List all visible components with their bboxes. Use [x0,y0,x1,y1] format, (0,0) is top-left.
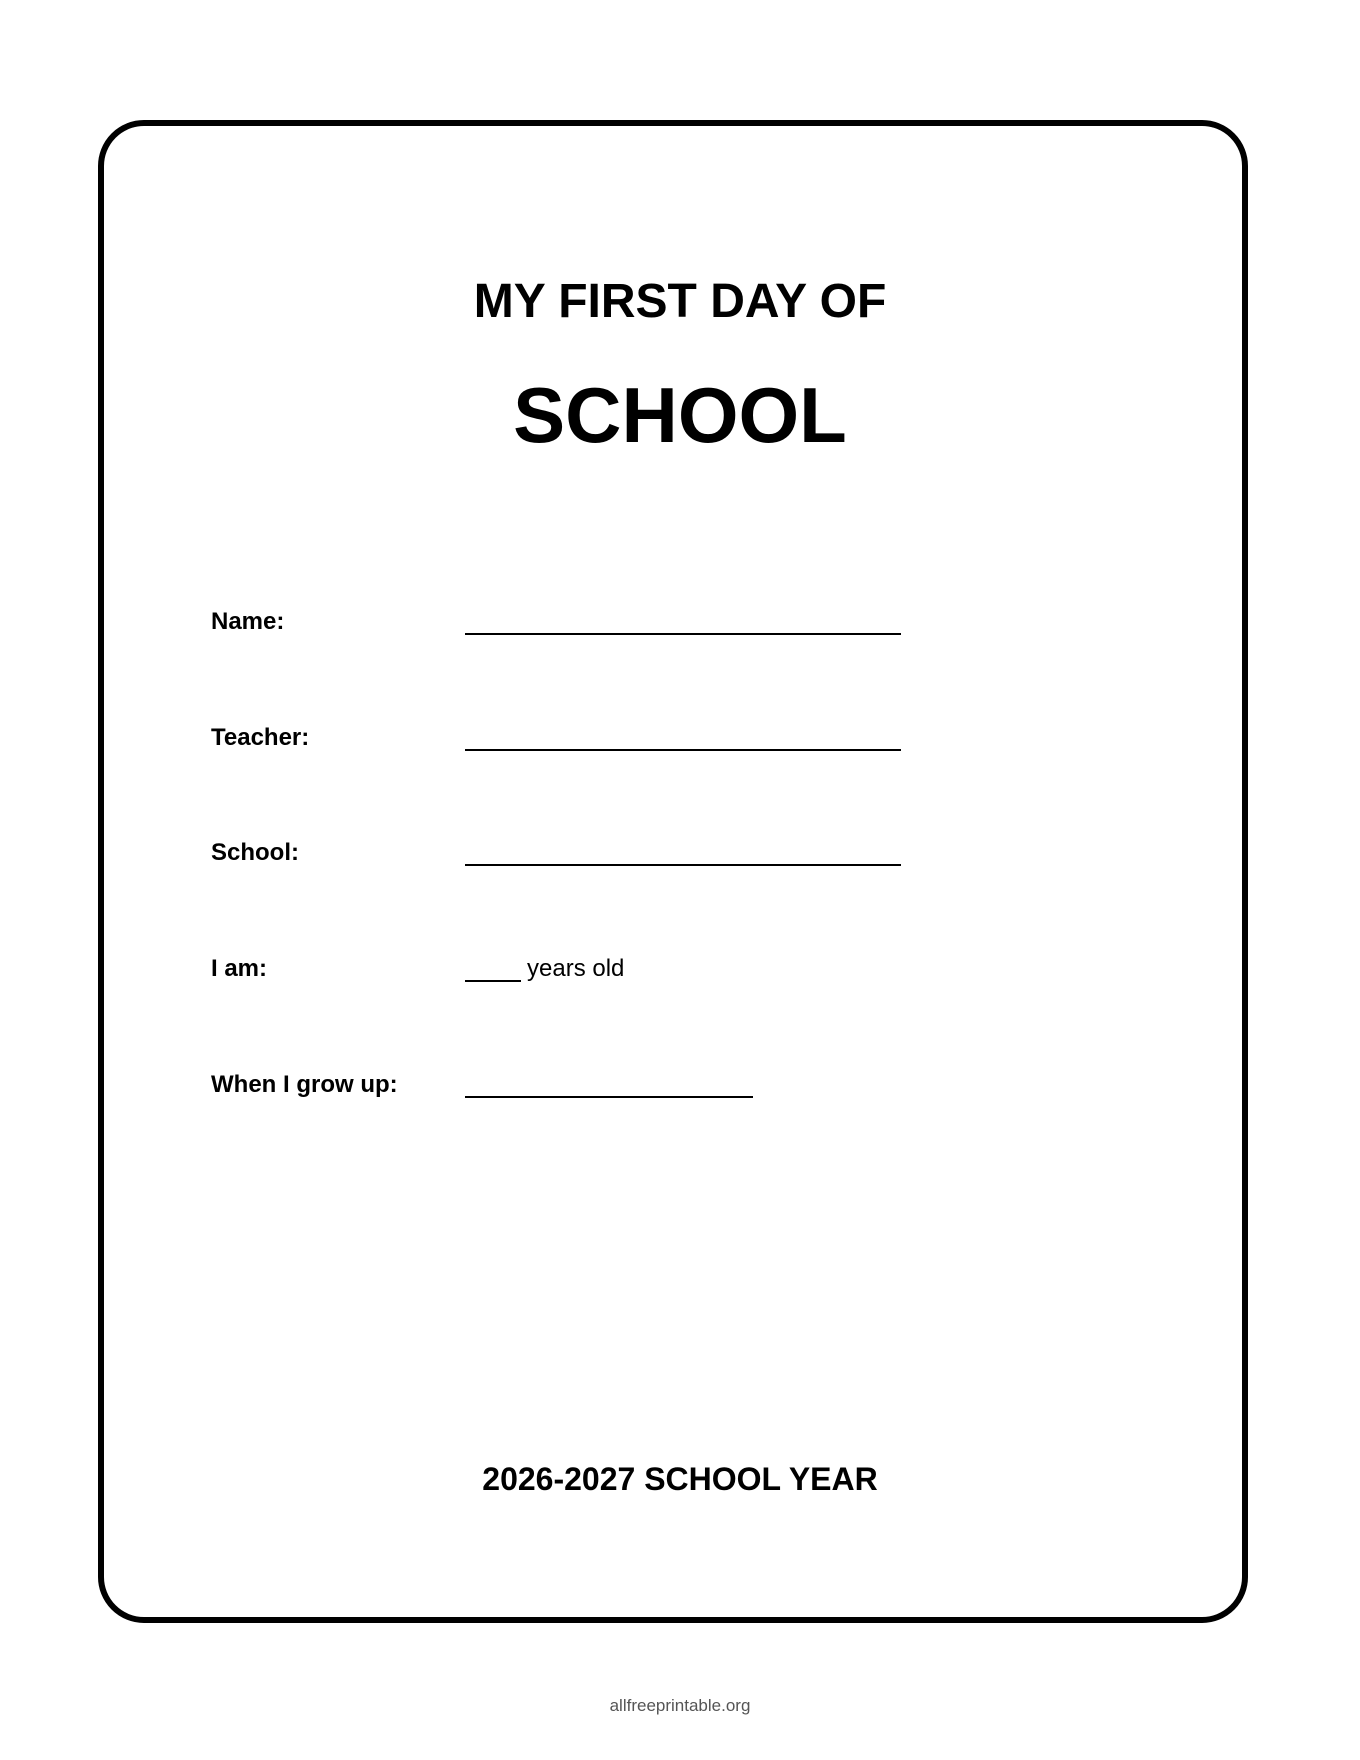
age-label: I am: [211,955,268,982]
footer-source-text: allfreeprintable.org [609,1696,751,1715]
teacher-blank-line[interactable] [465,749,901,751]
school-blank-line[interactable] [465,864,901,866]
page-title-line2: SCHOOL [513,371,847,459]
page-title-line1: MY FIRST DAY OF [473,275,887,328]
grow-up-blank-line[interactable] [465,1096,753,1098]
age-blank-line[interactable] [465,980,521,982]
grow-up-label: When I grow up: [211,1071,398,1098]
school-label: School: [211,839,299,866]
teacher-label: Teacher: [211,724,310,751]
age-suffix-text: years old [527,955,625,982]
name-blank-line[interactable] [465,633,901,635]
page-border [98,120,1248,1623]
name-label: Name: [211,608,285,635]
school-year-heading: 2026-2027 SCHOOL YEAR [482,1461,878,1497]
